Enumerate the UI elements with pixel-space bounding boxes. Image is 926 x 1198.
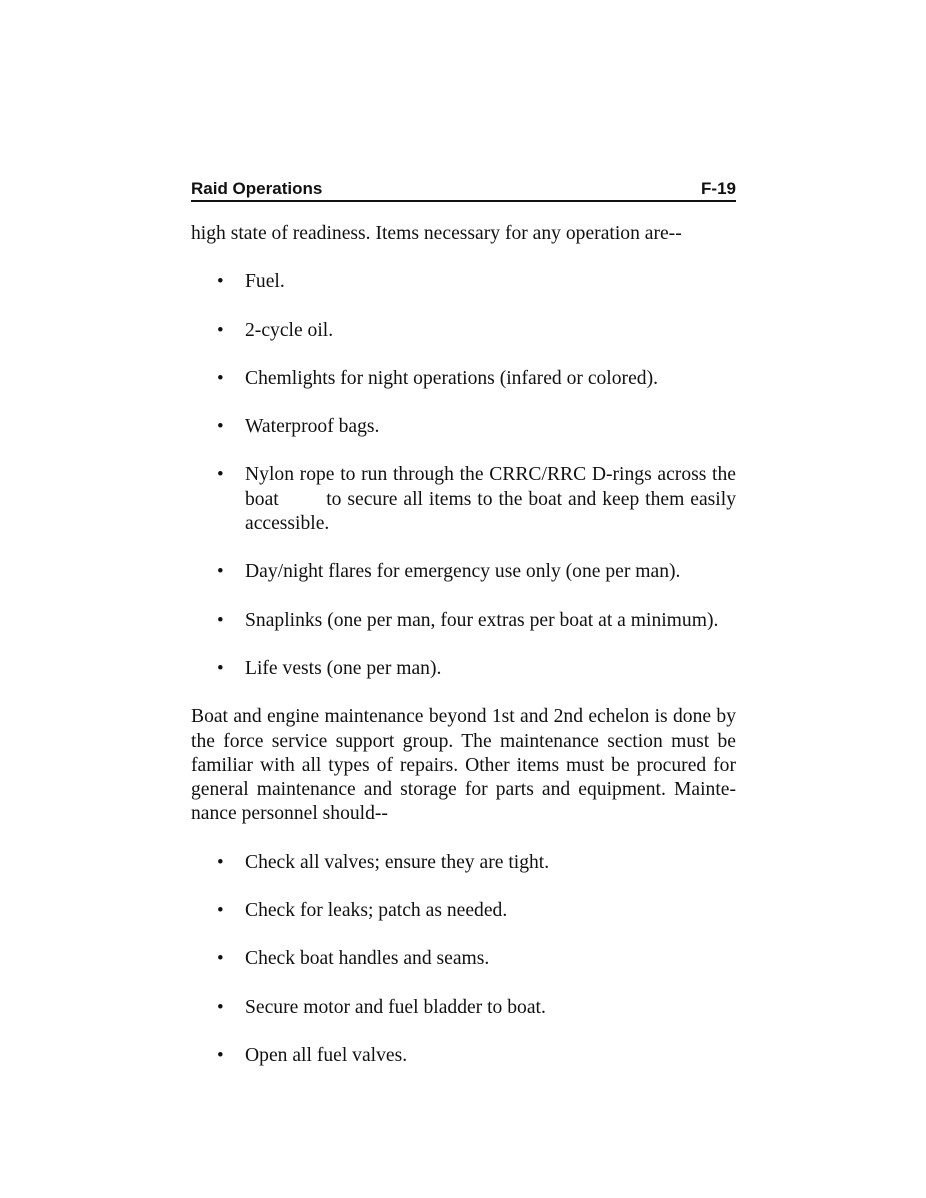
list-item bbox=[191, 1044, 736, 1068]
list-item-text: Nylon rope to run through the CRRC/RRC D-rings across the boat to secure all items to the boat and keep them easily accessible. bbox=[245, 464, 741, 535]
bullet-icon: • bbox=[217, 271, 224, 293]
list-item bbox=[191, 851, 736, 875]
bullet-icon: • bbox=[217, 1044, 224, 1066]
section-title: Raid Operations bbox=[191, 179, 323, 198]
list-item-text: Waterproof bags. bbox=[245, 416, 380, 438]
list-item bbox=[191, 415, 736, 439]
list-item-text: Life vests (one per man). bbox=[245, 657, 442, 679]
intro-paragraph: high state of readiness. Items necessary for any operation are-- bbox=[191, 223, 682, 244]
list-item-text: Check all valves; ensure they are tight. bbox=[245, 851, 550, 873]
list-item bbox=[191, 560, 736, 584]
list-item-text: Check boat handles and seams. bbox=[245, 948, 490, 970]
list-item bbox=[191, 367, 736, 391]
running-header bbox=[191, 178, 736, 202]
list-item bbox=[191, 609, 736, 633]
document-page bbox=[191, 178, 741, 1068]
bullet-icon: • bbox=[217, 657, 224, 679]
page-number: F-19 bbox=[701, 179, 736, 198]
bullet-icon: • bbox=[217, 367, 224, 389]
list-item-text: 2-cycle oil. bbox=[245, 319, 334, 341]
bullet-icon: • bbox=[217, 948, 224, 970]
bullet-icon: • bbox=[217, 996, 224, 1018]
list-item-text: Secure motor and fuel bladder to boat. bbox=[245, 996, 546, 1018]
list-item bbox=[191, 463, 741, 536]
list-item-text: Fuel. bbox=[245, 271, 285, 293]
list-item-text: Chemlights for night operations (infared or colored). bbox=[245, 367, 658, 389]
bullet-icon: • bbox=[217, 464, 224, 486]
list-item-text: Snaplinks (one per man, four extras per boat at a minimum). bbox=[245, 609, 719, 631]
list-item bbox=[191, 996, 736, 1020]
list-item bbox=[191, 319, 736, 343]
bullet-icon: • bbox=[217, 319, 224, 341]
list-item bbox=[191, 657, 736, 681]
list-item bbox=[191, 270, 736, 294]
bullet-icon: • bbox=[217, 900, 224, 922]
list-item bbox=[191, 947, 736, 971]
list-item-text: Open all fuel valves. bbox=[245, 1044, 408, 1066]
list-item bbox=[191, 899, 736, 923]
body-content bbox=[191, 222, 741, 1068]
bullet-icon: • bbox=[217, 561, 224, 583]
operation-items-list bbox=[191, 270, 741, 681]
bullet-icon: • bbox=[217, 609, 224, 631]
maintenance-list bbox=[191, 851, 736, 1068]
bullet-icon: • bbox=[217, 851, 224, 873]
maintenance-paragraph: Boat and engine maintenance beyond 1st and 2nd echelon is done by the force service support group. The maintenance section must be familiar with all types of repairs. Other items must be procured for general maintenance and storage for parts and equipment. Mainte-nance personnel should-- bbox=[191, 706, 736, 825]
list-item-text: Day/night flares for emergency use only (one per man). bbox=[245, 561, 681, 583]
list-item-text: Check for leaks; patch as needed. bbox=[245, 900, 508, 922]
bullet-icon: • bbox=[217, 416, 224, 438]
